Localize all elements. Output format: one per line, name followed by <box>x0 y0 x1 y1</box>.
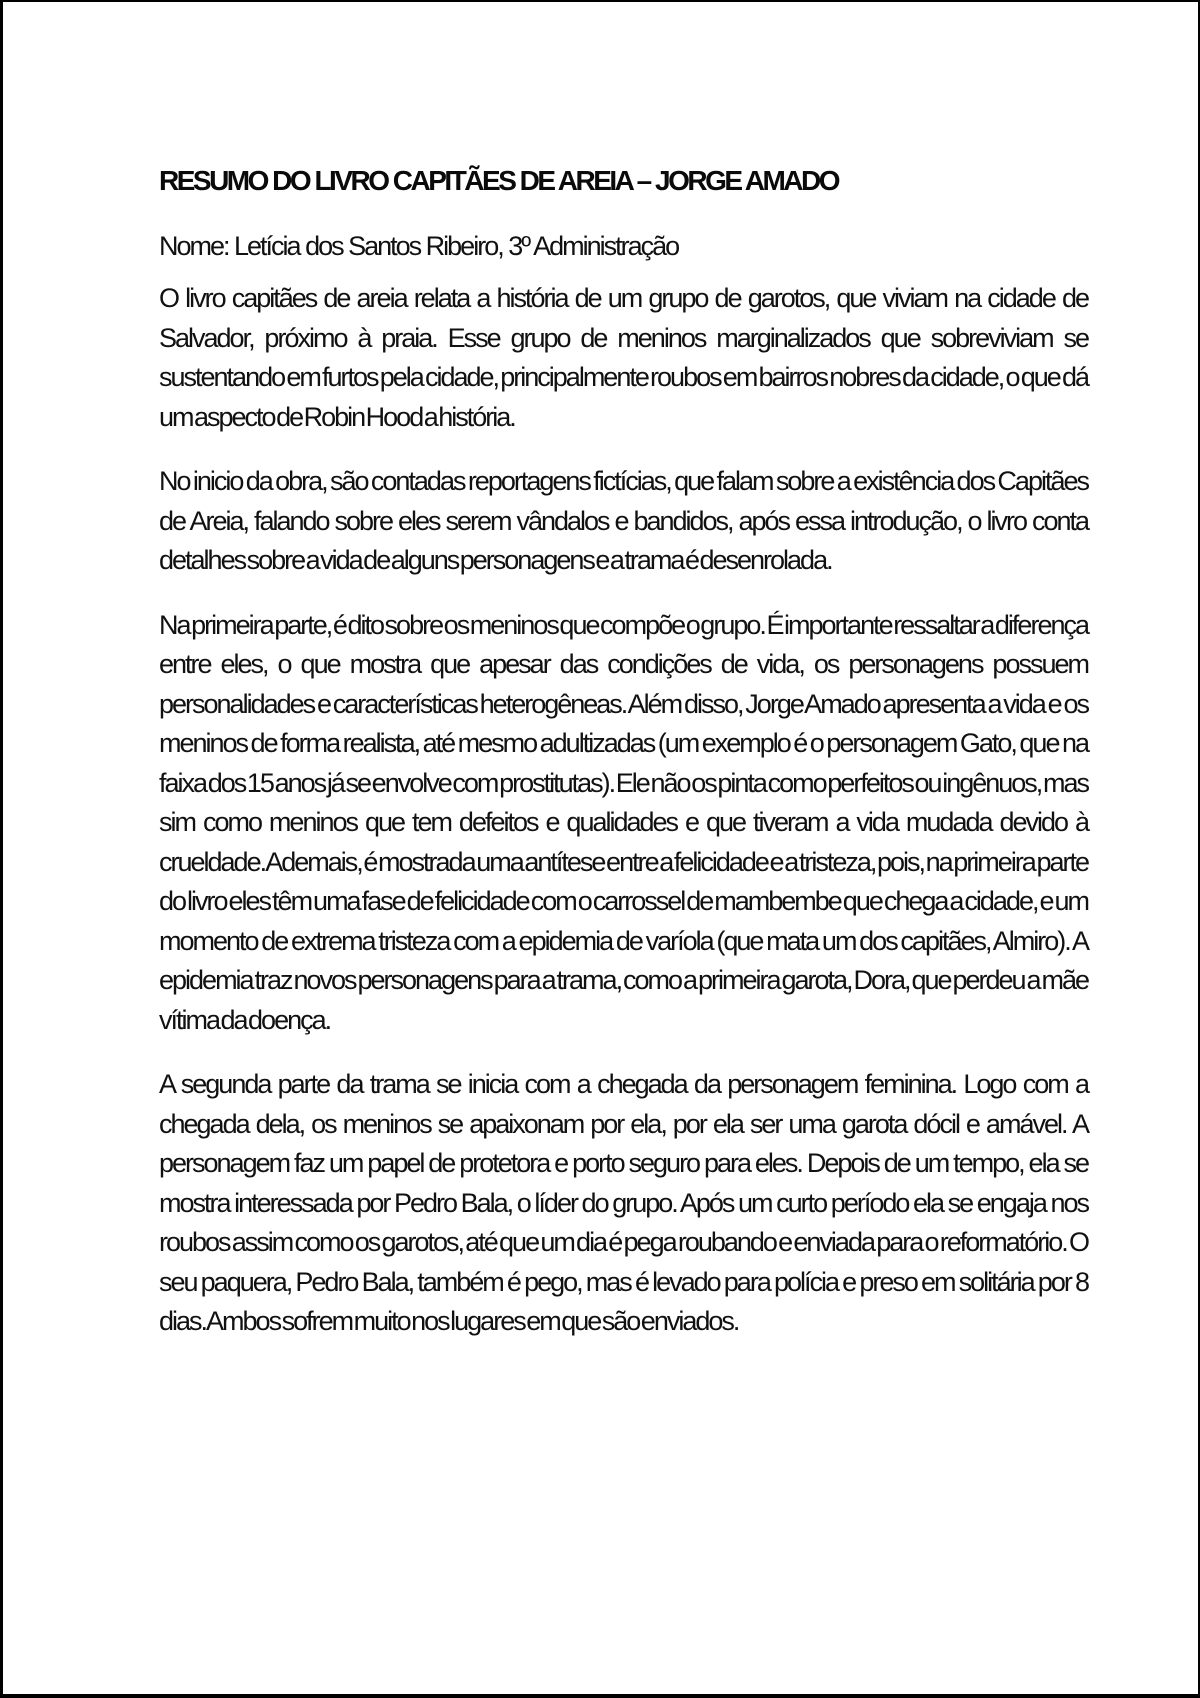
paragraph-second-part: A segunda parte da trama se inicia com a chegada da personagem feminina. Logo com a chegada dela, os meninos se apaixonam por ela, por ela ser uma garota dócil e amável. A personagem faz um papel de protetora e porto seguro para eles. Depois de um tempo, ela se mostra interessada por Pedro Bala, o líder do grupo. Após um curto período ela se engaja nos roubos assim como os garotos, até que um dia é pega roubando e enviada para o reformatório. O seu paquera, Pedro Bala, também é pego, mas é levado para polícia e preso em solitária por 8 dias. Ambos sofrem muito nos lugares em que são enviados. <box>159 1069 1088 1336</box>
document-body <box>159 279 1088 1342</box>
document-title: RESUMO DO LIVRO CAPITÃES DE AREIA – JORGE AMADO <box>159 165 839 196</box>
document-content <box>3 2 1198 1342</box>
author-line: Nome: Letícia dos Santos Ribeiro, 3º Administração <box>159 231 679 261</box>
paragraph-first-part: Na primeira parte, é dito sobre os meninos que compõe o grupo. É importante ressaltar a diferença entre eles, o que mostra que apesar das condições de vida, os personagens possuem personalidades e características heterogêneas. Além disso, Jorge Amado apresenta a vida e os meninos de forma realista, até mesmo adultizadas (um exemplo é o personagem Gato, que na faixa dos 15 anos já se envolve com prostitutas). Ele não os pinta como perfeitos ou ingênuos, mas sim como meninos que tem defeitos e qualidades e que tiveram a vida mudada devido à crueldade. Ademais, é mostrada uma antítese entre a felicidade e a tristeza, pois, na primeira parte do livro eles têm uma fase de felicidade com o carrossel de mambembe que chega a cidade, e um momento de extrema tristeza com a epidemia de varíola (que mata um dos capitães, Almiro). A epidemia traz novos personagens para a trama, como a primeira garota, Dora, que perdeu a mãe vítima da doença. <box>159 609 1088 1035</box>
paragraph-intro: O livro capitães de areia relata a história de um grupo de garotos, que viviam na cidade de Salvador, próximo à praia. Esse grupo de meninos marginalizados que sobreviviam se sustentando em furtos pela cidade, principalmente roubos em bairros nobres da cidade, o que dá um aspecto de Robin Hood a história. <box>159 283 1088 432</box>
paragraph-opening-reports: No inicio da obra, são contadas reportagens fictícias, que falam sobre a existência dos Capitães de Areia, falando sobre eles serem vândalos e bandidos, após essa introdução, o livro conta detalhes sobre a vida de alguns personagens e a trama é desenrolada. <box>159 466 1088 575</box>
